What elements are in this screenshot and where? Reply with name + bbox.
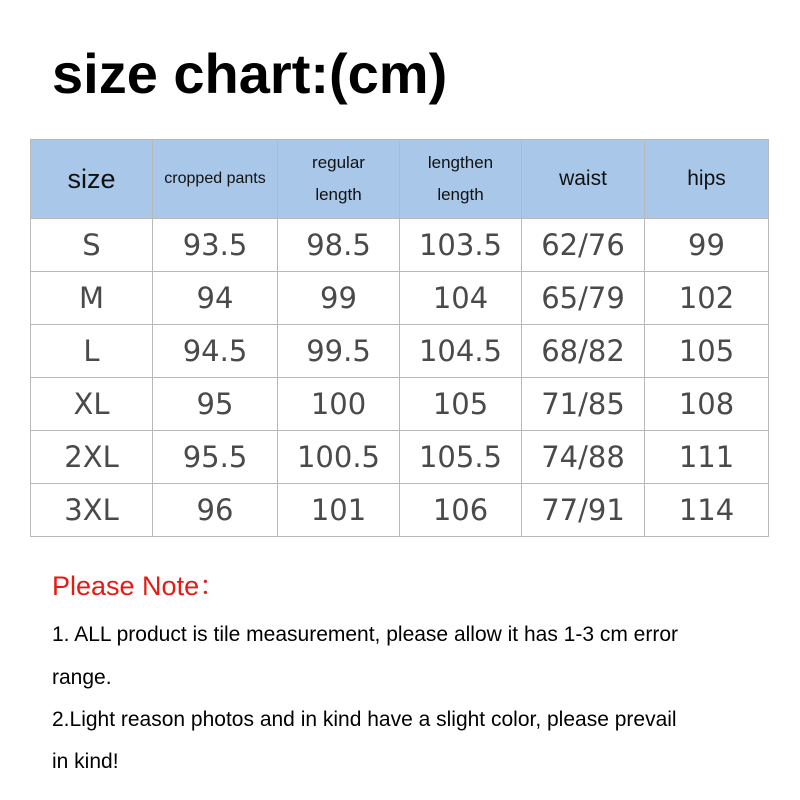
cell-size: L	[31, 325, 153, 378]
cell-size: M	[31, 272, 153, 325]
cell-size: 2XL	[31, 431, 153, 484]
table-row	[31, 431, 769, 484]
note-line-4: in kind!	[52, 750, 119, 773]
cell-cropped-pants: 95.5	[153, 431, 278, 484]
cell-lengthen-length: 105.5	[400, 431, 522, 484]
page-title: size chart:(cm)	[52, 42, 448, 105]
note-line-1: 1. ALL product is tile measurement, please allow it has 1-3 cm error	[52, 623, 679, 646]
cell-lengthen-length: 103.5	[400, 219, 522, 272]
cell-waist: 62/76	[522, 219, 645, 272]
cell-regular-length: 101	[278, 484, 400, 537]
header-regular-length	[278, 140, 400, 219]
table-body	[31, 219, 769, 537]
cell-cropped-pants: 95	[153, 378, 278, 431]
cell-hips: 114	[645, 484, 769, 537]
header-lengthen-length	[400, 140, 522, 219]
header-regular-line2: length	[315, 185, 362, 204]
cell-lengthen-length: 106	[400, 484, 522, 537]
cell-lengthen-length: 105	[400, 378, 522, 431]
cell-hips: 108	[645, 378, 769, 431]
table-row	[31, 272, 769, 325]
cell-hips: 99	[645, 219, 769, 272]
cell-size: 3XL	[31, 484, 153, 537]
table-row	[31, 378, 769, 431]
cell-regular-length: 100.5	[278, 431, 400, 484]
note-title: Please Note：	[52, 571, 227, 601]
header-regular-line1: regular	[312, 153, 365, 172]
table-header-row	[31, 140, 769, 219]
cell-cropped-pants: 94	[153, 272, 278, 325]
cell-lengthen-length: 104	[400, 272, 522, 325]
cell-hips: 111	[645, 431, 769, 484]
note-line-3: 2.Light reason photos and in kind have a slight color, please prevail	[52, 708, 677, 731]
cell-regular-length: 99.5	[278, 325, 400, 378]
cell-waist: 74/88	[522, 431, 645, 484]
cell-regular-length: 100	[278, 378, 400, 431]
header-hips: hips	[645, 140, 769, 219]
header-waist: waist	[522, 140, 645, 219]
cell-waist: 68/82	[522, 325, 645, 378]
cell-size: S	[31, 219, 153, 272]
table-row	[31, 325, 769, 378]
cell-cropped-pants: 96	[153, 484, 278, 537]
cell-lengthen-length: 104.5	[400, 325, 522, 378]
note-line-2: range.	[52, 666, 112, 689]
cell-cropped-pants: 93.5	[153, 219, 278, 272]
cell-hips: 102	[645, 272, 769, 325]
header-size: size	[31, 140, 153, 219]
header-lengthen-line2: length	[437, 185, 484, 204]
cell-cropped-pants: 94.5	[153, 325, 278, 378]
cell-waist: 77/91	[522, 484, 645, 537]
table-row	[31, 219, 769, 272]
cell-hips: 105	[645, 325, 769, 378]
cell-regular-length: 99	[278, 272, 400, 325]
header-cropped-pants: cropped pants	[153, 140, 278, 219]
cell-waist: 71/85	[522, 378, 645, 431]
header-lengthen-line1: lengthen	[427, 153, 494, 172]
cell-size: XL	[31, 378, 153, 431]
cell-regular-length: 98.5	[278, 219, 400, 272]
table-row	[31, 484, 769, 537]
cell-waist: 65/79	[522, 272, 645, 325]
size-chart-table	[30, 139, 769, 537]
